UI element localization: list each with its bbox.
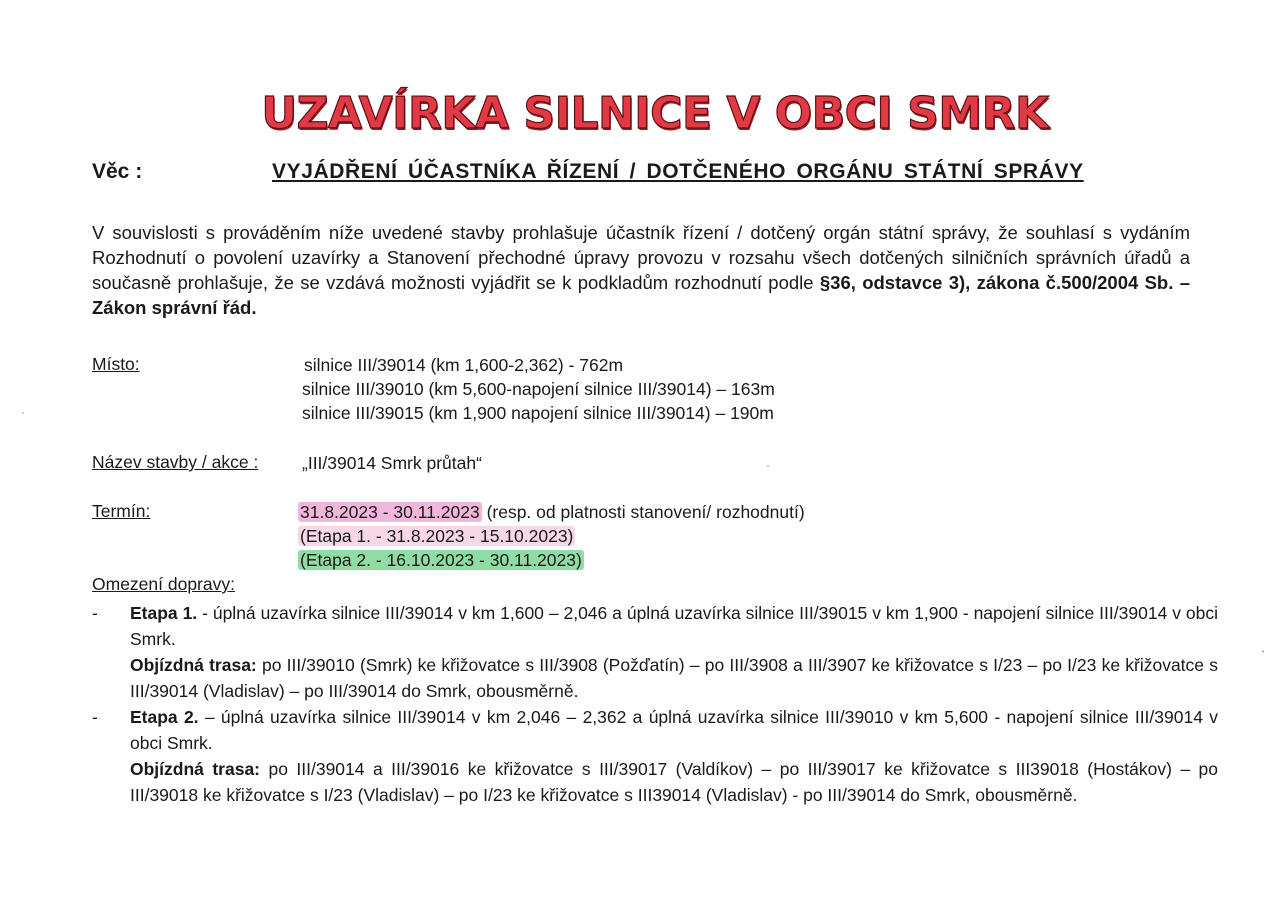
stage-description — [130, 704, 1218, 756]
stage-title: Etapa 2. — [130, 707, 199, 727]
detour-title: Objízdná trasa: — [130, 759, 261, 779]
stage-text: – úplná uzavírka silnice III/39014 v km 2,046 – 2,362 a úplná uzavírka silnice III/39010 v km 5,600 - napojení silnice III/39014 v obci Smrk. — [130, 707, 1218, 753]
detour-description — [130, 652, 1218, 704]
intro-legal-reference: §36, odstavce 3), zákona č.500/2004 Sb. – Zákon správní řád. — [92, 272, 1190, 318]
stage-text: - úplná uzavírka silnice III/39014 v km 1,600 – 2,046 a úplná uzavírka silnice III/39015 v km 1,900 - napojení silnice III/39014 v obci Smrk. — [130, 603, 1218, 649]
termin-main-dates: 31.8.2023 - 30.11.2023 — [300, 502, 480, 522]
detour-description — [130, 756, 1218, 808]
nazev-value: „III/39014 Smrk průtah“ — [302, 453, 482, 473]
termin-etapa-1 — [298, 525, 575, 548]
termin-etapa-1-text: (Etapa 1. - 31.8.2023 - 15.10.2023) — [300, 526, 574, 546]
termin-label: Termín: — [92, 501, 151, 521]
list-dash: - — [92, 707, 98, 727]
termin-main-note: (resp. od platnosti stanovení/ rozhodnutí) — [481, 502, 805, 522]
misto-line-2: silnice III/39010 (km 5,600-napojení silnice III/39014) – 163m — [302, 379, 775, 399]
list-dash: - — [92, 603, 98, 623]
detour-text: po III/39010 (Smrk) ke křižovatce s III/3908 (Požďatín) – po III/3908 a III/3907 ke křižovatce s I/23 – po I/23 ke křižovatce s III/39014 (Vladislav) – po III/39014 do Smrk, obousměrně. — [130, 655, 1218, 701]
scan-speck — [22, 412, 24, 414]
stage-description — [130, 600, 1218, 652]
detour-title: Objízdná trasa: — [130, 655, 257, 675]
nazev-label: Název stavby / akce : — [92, 452, 259, 472]
misto-label: Místo: — [92, 354, 140, 374]
misto-line-1: silnice III/39014 (km 1,600-2,362) - 762m — [304, 355, 624, 375]
scan-speck — [1262, 650, 1264, 653]
intro-paragraph — [92, 220, 1190, 320]
detour-text: po III/39014 a III/39016 ke křižovatce s III/39017 (Valdíkov) – po III/39017 ke křižovatce s III39018 (Hostákov) – po III/39018 ke křižovatce s I/23 (Vladislav) – po I/23 ke křižovatce s III39014 (Vladislav) - po III/39014 do Smrk, obousměrně. — [130, 759, 1219, 805]
restriction-item-etapa-1 — [92, 600, 1218, 704]
termin-etapa-2-text: (Etapa 2. - 16.10.2023 - 30.11.2023) — [300, 550, 582, 570]
subject-label: Věc : — [92, 160, 143, 183]
restriction-list — [92, 600, 1218, 808]
termin-main — [298, 501, 805, 524]
scan-speck — [767, 465, 769, 467]
restriction-item-etapa-2 — [92, 704, 1218, 808]
misto-line-3: silnice III/39015 (km 1,900 napojení silnice III/39014) – 190m — [302, 403, 774, 423]
subject-heading: VYJÁDŘENÍ ÚČASTNÍKA ŘÍZENÍ / DOTČENÉHO ORGÁNU STÁTNÍ SPRÁVY — [272, 160, 1084, 183]
intro-text: V souvislosti s prováděním níže uvedené stavby prohlašuje účastník řízení / dotčený orgán státní správy, že souhlasí s vydáním Rozhodnutí o povolení uzavírky a Stanovení přechodné úpravy provozu v rozsahu všech dotčených silničních správních úřadů a současně prohlašuje, že se vzdává možnosti vyjádřit se k podkladům rozhodnutí podle — [92, 222, 1190, 293]
document-title: UZAVÍRKA SILNICE V OBCI SMRK — [261, 88, 1049, 139]
termin-etapa-2 — [298, 549, 584, 572]
stage-title: Etapa 1. — [130, 603, 198, 623]
omezeni-label: Omezení dopravy: — [92, 574, 235, 594]
